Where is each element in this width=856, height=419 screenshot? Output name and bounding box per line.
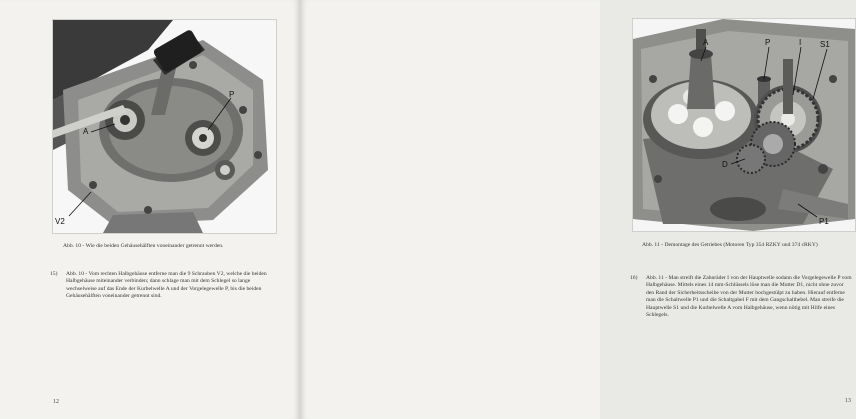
page-number-right: 13 bbox=[845, 398, 851, 404]
label-p1: P1 bbox=[819, 217, 829, 226]
left-figure-caption: Abb. 10 - Wie die beiden Gehäusehälften voneinander getrennt werden. bbox=[63, 243, 224, 249]
label-d: D bbox=[722, 160, 728, 169]
section-number: 15) bbox=[50, 271, 58, 277]
label-s1: S1 bbox=[820, 40, 830, 49]
label-p: P bbox=[765, 38, 771, 47]
left-figure-photo bbox=[52, 19, 277, 234]
engine-case-illustration bbox=[53, 20, 276, 233]
label-p: P bbox=[229, 90, 235, 99]
section-text: Abb. 11 - Man streift die Zahnräder I von der Hauptwelle sodann die Vorgelegewelle P vom Halbgehäuse. Mittels eines 14 mm-Schlüssels löse man die Mutter D1, nicht ohne zuvor den Rand der Sicherheitsscheibe von der Mutter hochgestülpt zu haben. Hierauf entferne man die Schaltwelle P1 und die Schaltgabel F mit dem Gangschalthebel. Man streife die Hauptwelle S1 und die Kurbelwelle A vom Halbgehäuse, wenn nötig mit Hilfe eines Schlegels. bbox=[646, 275, 852, 319]
label-a: A bbox=[703, 38, 709, 47]
section-number: 16) bbox=[630, 275, 638, 281]
right-figure-caption: Abb. 11 - Demontage des Getriebes (Motoren Typ 354 RZKY und 374 cRKY) bbox=[642, 242, 818, 248]
left-page bbox=[0, 0, 300, 419]
right-page bbox=[300, 0, 852, 419]
label-a: A bbox=[83, 127, 89, 136]
right-figure-photo bbox=[632, 18, 856, 232]
section-text: Abb. 10 - Vom rechten Halbgehäuse entferne man die 9 Schrauben V2, welche die beiden Halbgehäuse miteinander verbinden; dann schlage man mit dem Schlegel so lange wechselweise auf das Ende der Kurbelwelle A und der Vorgelegewelle P, bis die beiden Gehäusehälften voneinander getrennt sind. bbox=[66, 271, 267, 300]
page-number-left: 12 bbox=[53, 399, 59, 405]
gearbox-illustration bbox=[633, 19, 855, 231]
label-i: I bbox=[799, 38, 802, 47]
label-v2: V2 bbox=[55, 217, 65, 226]
